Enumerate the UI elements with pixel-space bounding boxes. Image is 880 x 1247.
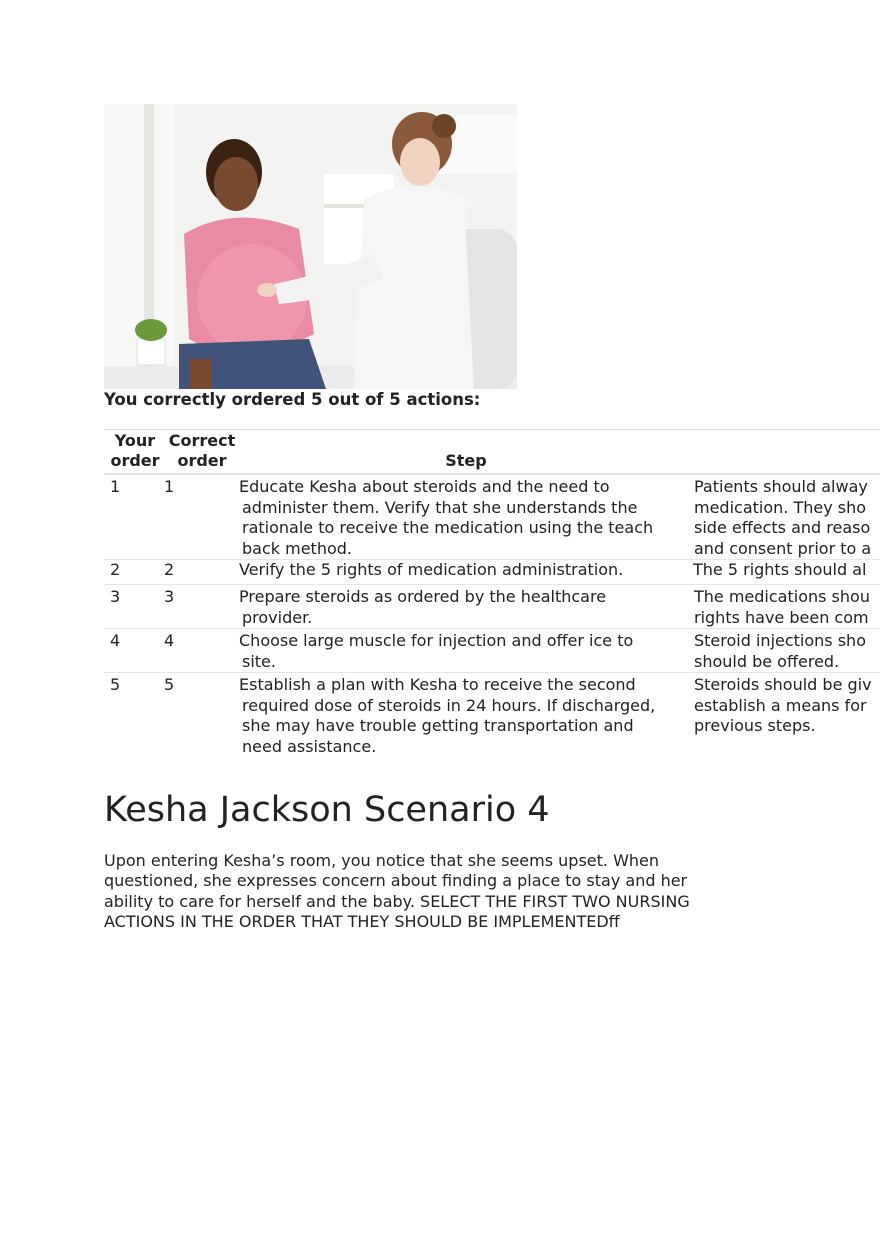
rationale-cell xyxy=(694,631,880,672)
header-your-order-line2: order xyxy=(110,451,160,470)
table-row xyxy=(104,673,880,759)
rationale-line: establish a means for xyxy=(694,695,867,715)
table-row xyxy=(104,585,880,629)
rationale-line: previous steps. xyxy=(694,716,816,735)
rationale-line: medication. They sho xyxy=(694,497,867,517)
rationale-line: and consent prior to a xyxy=(694,538,872,558)
your-order-cell: 1 xyxy=(110,477,121,496)
step-cell xyxy=(239,587,691,628)
rationale-cell xyxy=(694,675,880,737)
step-line: Prepare steroids as ordered by the healthcare xyxy=(239,587,607,606)
step-line: required dose of steroids in 24 hours. If discharged, xyxy=(242,695,656,715)
correct-order-cell: 3 xyxy=(164,587,175,606)
summary-text: You correctly ordered 5 out of 5 actions: xyxy=(104,390,481,409)
rationale-line: Steroid injections sho xyxy=(694,631,866,650)
step-cell xyxy=(239,477,691,559)
step-line: rationale to receive the medication using the teach xyxy=(242,518,654,537)
rationale-line: should be offered. xyxy=(694,651,840,671)
step-cell xyxy=(239,631,691,672)
header-step: Step xyxy=(445,451,487,470)
scenario-title: Kesha Jackson Scenario 4 xyxy=(104,790,550,830)
correct-order-cell: 1 xyxy=(164,477,175,496)
rationale-line: rights have been com xyxy=(694,607,869,627)
table-row xyxy=(104,629,880,673)
patient-illustration xyxy=(104,104,517,389)
scenario-description xyxy=(104,851,764,932)
step-line: she may have trouble getting transportation and xyxy=(242,716,634,735)
step-line: provider. xyxy=(242,607,313,627)
scenario-line: ACTIONS IN THE ORDER THAT THEY SHOULD BE IMPLEMENTEDff xyxy=(104,911,620,931)
step-line: need assistance. xyxy=(242,736,377,756)
rationale-cell xyxy=(694,477,880,559)
your-order-cell: 5 xyxy=(110,675,121,694)
step-line: Educate Kesha about steroids and the need to xyxy=(239,477,610,496)
step-cell xyxy=(239,560,691,581)
correct-order-cell: 4 xyxy=(164,631,175,650)
step-line: Choose large muscle for injection and offer ice to xyxy=(239,631,634,650)
rationale-line: Steroids should be giv xyxy=(694,675,872,694)
ordering-table xyxy=(104,429,880,759)
rationale-line: Patients should alway xyxy=(694,477,868,496)
table-row xyxy=(104,560,880,585)
scenario-line: Upon entering Kesha’s room, you notice that she seems upset. When xyxy=(104,851,660,870)
header-your-order xyxy=(108,431,162,471)
table-header xyxy=(104,429,880,475)
header-correct-order xyxy=(164,431,240,471)
correct-order-cell: 5 xyxy=(164,675,175,694)
step-line: administer them. Verify that she understands the xyxy=(242,497,638,517)
step-line: back method. xyxy=(242,538,352,558)
your-order-cell: 2 xyxy=(110,560,121,579)
header-correct-order-line2: order xyxy=(177,451,227,470)
rationale-cell xyxy=(694,587,880,628)
step-cell xyxy=(239,675,691,757)
rationale-line: The 5 rights should al xyxy=(693,560,867,579)
rationale-line: The medications shou xyxy=(694,587,870,606)
header-your-order-line1: Your xyxy=(114,431,156,450)
your-order-cell: 3 xyxy=(110,587,121,606)
step-line: site. xyxy=(242,651,276,671)
header-correct-order-line1: Correct xyxy=(168,431,236,450)
step-line: Establish a plan with Kesha to receive the second xyxy=(239,675,636,694)
scenario-line: questioned, she expresses concern about finding a place to stay and her xyxy=(104,871,688,891)
rationale-cell xyxy=(693,560,880,581)
step-line: Verify the 5 rights of medication administration. xyxy=(239,560,624,579)
scenario-line: ability to care for herself and the baby. SELECT THE FIRST TWO NURSING xyxy=(104,891,690,911)
patient-photo xyxy=(104,104,517,389)
rationale-line: side effects and reaso xyxy=(694,518,871,537)
correct-order-cell: 2 xyxy=(164,560,175,579)
table-row xyxy=(104,477,880,560)
your-order-cell: 4 xyxy=(110,631,121,650)
